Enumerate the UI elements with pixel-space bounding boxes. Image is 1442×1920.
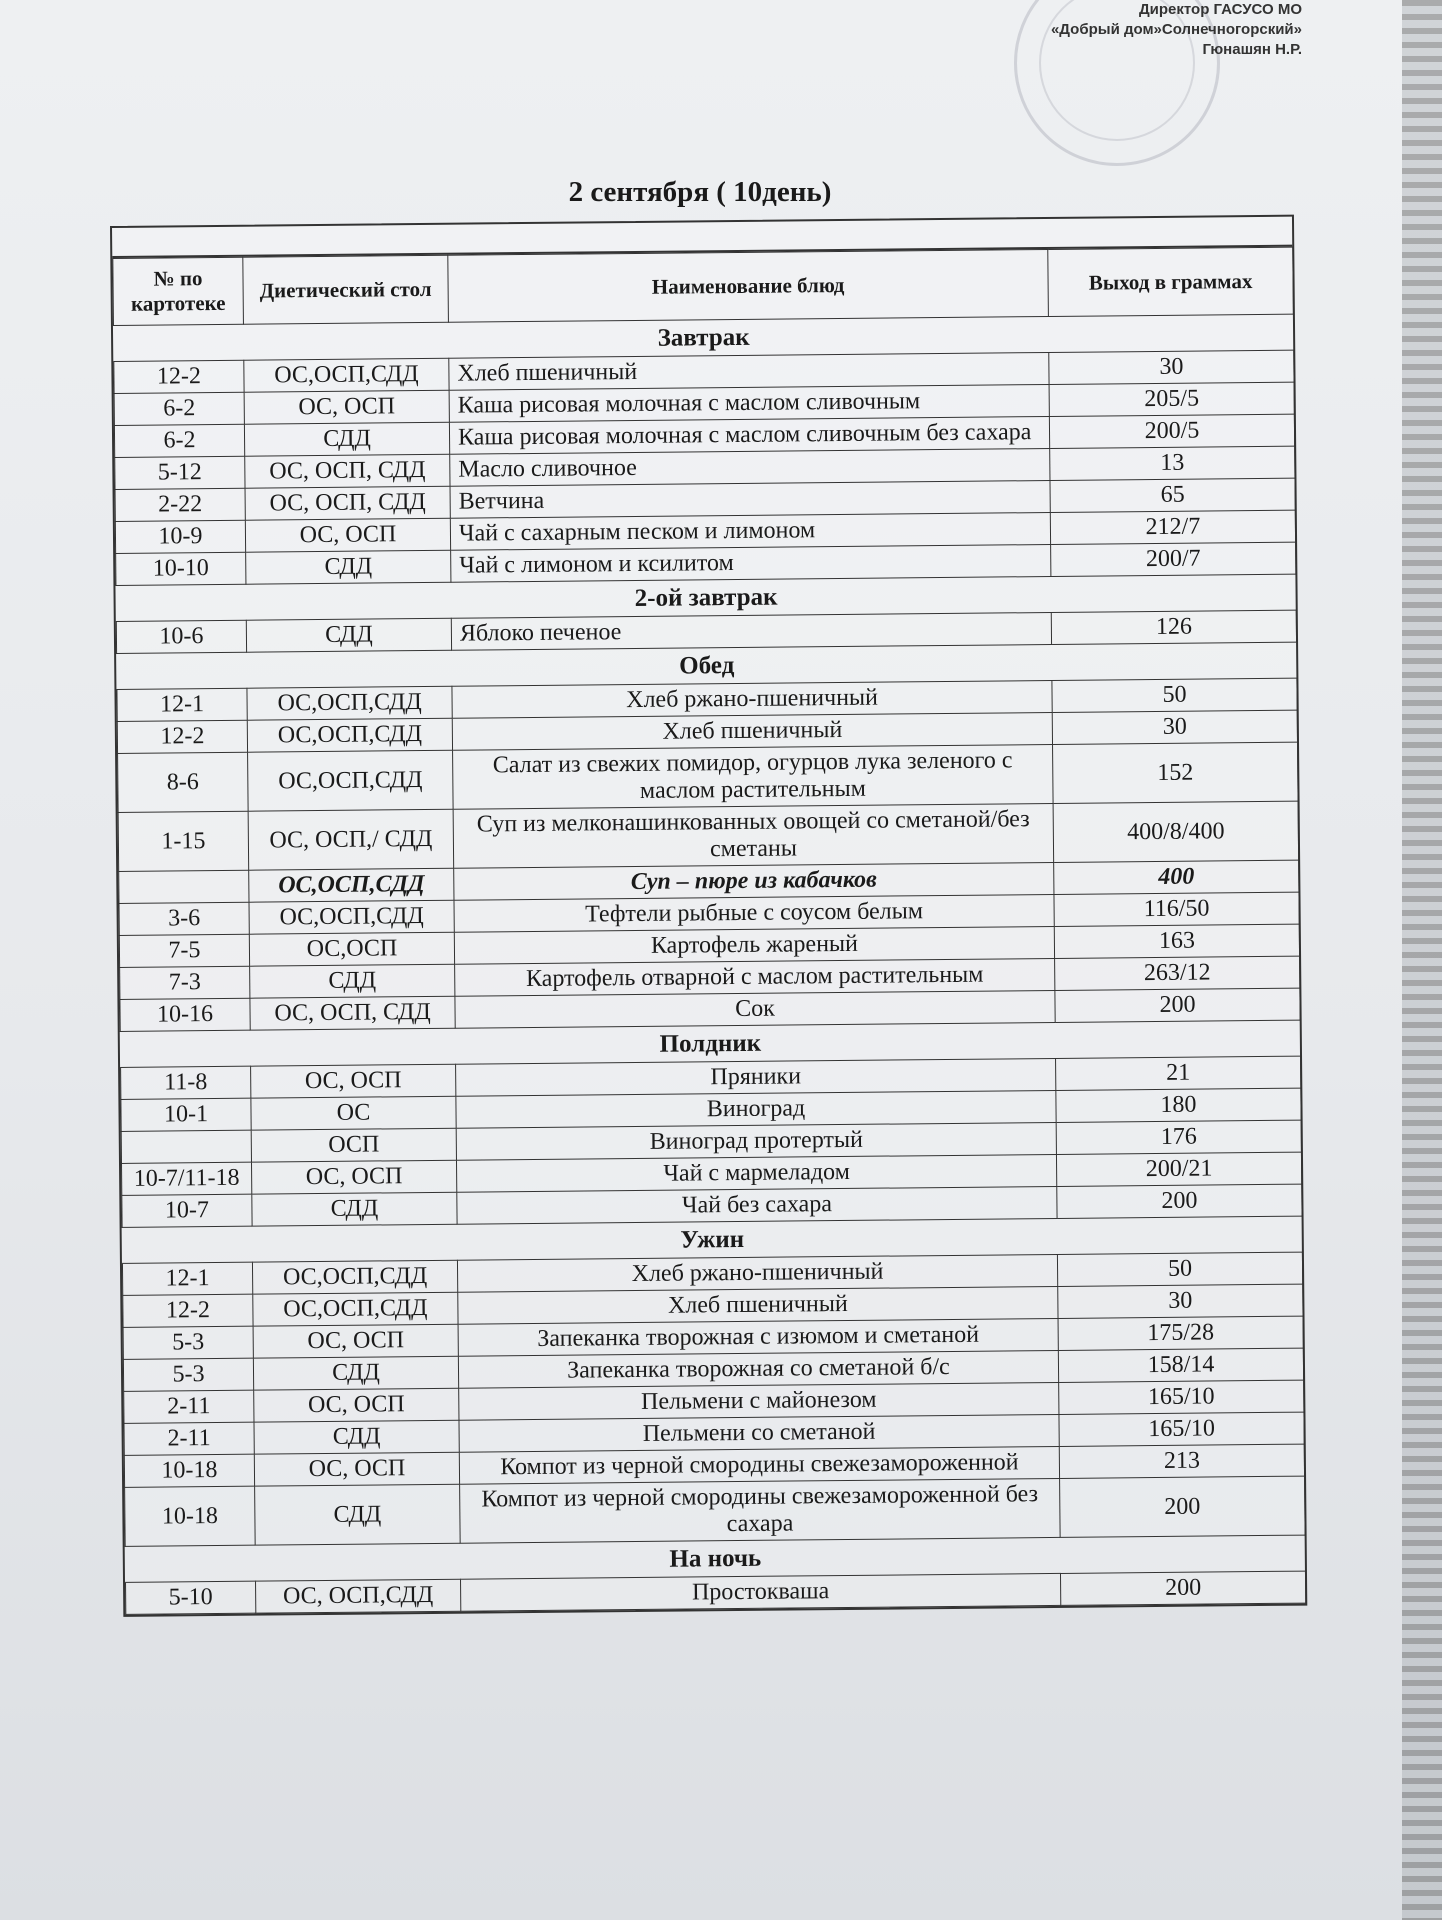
output-grams-cell: 158/14 — [1058, 1348, 1303, 1382]
output-grams-cell: 263/12 — [1055, 956, 1300, 990]
dish-name-cell: Картофель отварной с маслом растительным — [455, 958, 1055, 996]
dish-name-cell: Каша рисовая молочная с маслом сливочным без сахара — [449, 416, 1049, 454]
output-grams-cell: 30 — [1058, 1284, 1303, 1318]
diet-table-cell: ОС, ОСП,/ СДД — [248, 809, 454, 870]
page-title: 2 сентября ( 10день) — [568, 176, 832, 208]
output-grams-cell: 200 — [1055, 988, 1300, 1022]
dish-name-cell: Хлеб пшеничный — [458, 1286, 1058, 1324]
diet-table-cell: ОС, ОСП — [245, 518, 450, 552]
diet-table-cell: ОС, ОСП — [254, 1452, 459, 1486]
card-number-cell: 10-1 — [121, 1098, 251, 1131]
diet-table-cell: ОС, ОСП, СДД — [245, 486, 450, 520]
card-number-cell: 12-2 — [114, 360, 244, 393]
output-grams-cell: 21 — [1056, 1056, 1301, 1090]
card-number-cell: 7-5 — [119, 934, 249, 967]
card-number-cell: 5-12 — [115, 456, 245, 489]
card-number-cell: 10-16 — [120, 998, 250, 1031]
card-number-cell: 10-10 — [116, 552, 246, 585]
approval-header — [1051, 0, 1302, 60]
output-grams-cell: 152 — [1053, 742, 1299, 803]
dish-name-cell: Хлеб пшеничный — [452, 712, 1052, 750]
output-grams-cell: 200/7 — [1051, 542, 1296, 576]
card-number-cell: 6-2 — [114, 392, 244, 425]
dish-name-cell: Пряники — [456, 1058, 1056, 1096]
section-title: На ночь — [125, 1535, 1305, 1582]
output-grams-cell: 50 — [1057, 1252, 1302, 1286]
card-number-cell: 2-22 — [115, 488, 245, 521]
card-number-cell: 7-3 — [120, 966, 250, 999]
card-number-cell: 5-3 — [123, 1358, 253, 1391]
diet-table-cell: ОС, ОСП — [251, 1064, 456, 1098]
output-grams-cell: 116/50 — [1054, 892, 1299, 926]
dish-name-cell: Ветчина — [450, 480, 1050, 518]
dish-name-cell: Масло сливочное — [450, 448, 1050, 486]
output-grams-cell: 65 — [1050, 478, 1295, 512]
dish-name-cell: Каша рисовая молочная с маслом сливочным — [449, 384, 1049, 422]
section-title: Полдник — [120, 1020, 1300, 1067]
dish-name-cell: Хлеб ржано-пшеничный — [457, 1254, 1057, 1292]
diet-table-cell: ОС,ОСП,СДД — [248, 750, 454, 811]
dish-name-cell: Компот из черной смородины свежезамороженной без сахара — [460, 1478, 1061, 1543]
dish-name-cell: Простокваша — [461, 1573, 1061, 1611]
card-number-cell: 5-3 — [123, 1326, 253, 1359]
output-grams-cell: 163 — [1054, 924, 1299, 958]
col-header-number: № по картотеке — [113, 257, 244, 325]
menu-table-frame — [110, 215, 1307, 1617]
output-grams-cell: 175/28 — [1058, 1316, 1303, 1350]
output-grams-cell: 165/10 — [1059, 1380, 1304, 1414]
diet-table-cell: ОС, ОСП, СДД — [245, 454, 450, 488]
output-grams-cell: 176 — [1056, 1120, 1301, 1154]
diet-table-cell: ОС, ОСП,СДД — [256, 1579, 461, 1613]
diet-table-cell: СДД — [244, 422, 449, 456]
card-number-cell: 10-18 — [125, 1486, 256, 1546]
dish-name-cell: Чай с мармеладом — [456, 1154, 1056, 1192]
card-number-cell: 6-2 — [114, 424, 244, 457]
diet-table-cell: СДД — [250, 964, 455, 998]
card-number-cell: 12-1 — [122, 1262, 252, 1295]
diet-table-cell: ОС,ОСП,СДД — [247, 686, 452, 720]
diet-table-cell: СДД — [254, 1420, 459, 1454]
output-grams-cell: 30 — [1052, 710, 1297, 744]
diet-table-cell: ОС,ОСП,СДД — [249, 900, 454, 934]
col-header-output: Выход в граммах — [1048, 247, 1294, 316]
section-title: Ужин — [122, 1216, 1302, 1263]
dish-name-cell: Хлеб пшеничный — [449, 352, 1049, 390]
card-number-cell: 10-9 — [115, 520, 245, 553]
diet-table-cell: ОС,ОСП,СДД — [249, 868, 454, 902]
output-grams-cell: 30 — [1049, 350, 1294, 384]
output-grams-cell: 212/7 — [1050, 510, 1295, 544]
approval-line-3: Гюнашян Н.Р. — [1202, 41, 1302, 58]
output-grams-cell: 180 — [1056, 1088, 1301, 1122]
dish-name-cell: Чай с сахарным песком и лимоном — [450, 512, 1050, 550]
diet-table-cell: ОС,ОСП,СДД — [247, 718, 452, 752]
section-title: 2-ой завтрак — [116, 574, 1296, 621]
diet-table-cell: СДД — [252, 1192, 457, 1226]
col-header-diet: Диетический стол — [243, 255, 449, 324]
output-grams-cell: 126 — [1051, 610, 1296, 644]
menu-table — [112, 247, 1306, 1615]
card-number-cell: 5-10 — [126, 1581, 256, 1614]
output-grams-cell: 200/21 — [1056, 1152, 1301, 1186]
card-number-cell: 2-11 — [124, 1422, 254, 1455]
menu-table-body — [113, 314, 1305, 1614]
card-number-cell — [121, 1130, 251, 1163]
dish-name-cell: Хлеб ржано-пшеничный — [452, 680, 1052, 718]
diet-table-cell: ОС,ОСП,СДД — [252, 1260, 457, 1294]
approval-line-2: «Добрый дом»Солнечногорский» — [1050, 21, 1302, 38]
output-grams-cell: 200 — [1057, 1184, 1302, 1218]
card-number-cell: 10-6 — [116, 620, 246, 653]
diet-table-cell: ОС, ОСП — [254, 1388, 459, 1422]
dish-name-cell: Пельмени с майонезом — [459, 1382, 1059, 1420]
section-title: Обед — [117, 642, 1297, 689]
dish-name-cell: Запеканка творожная с изюмом и сметаной — [458, 1318, 1058, 1356]
card-number-cell: 12-1 — [117, 688, 247, 721]
card-number-cell: 12-2 — [117, 720, 247, 753]
card-number-cell: 10-18 — [124, 1454, 254, 1487]
diet-table-cell: СДД — [255, 1484, 461, 1545]
card-number-cell: 12-2 — [123, 1294, 253, 1327]
card-number-cell: 8-6 — [118, 752, 249, 812]
output-grams-cell: 165/10 — [1059, 1412, 1304, 1446]
dish-name-cell: Пельмени со сметаной — [459, 1414, 1059, 1452]
col-header-dish: Наименование блюд — [448, 249, 1049, 322]
diet-table-cell: ОС, ОСП — [251, 1160, 456, 1194]
card-number-cell: 10-7 — [122, 1194, 252, 1227]
diet-table-cell: СДД — [246, 550, 451, 584]
output-grams-cell: 200/5 — [1049, 414, 1294, 448]
dish-name-cell: Салат из свежих помидор, огурцов лука зеленого с маслом растительным — [453, 744, 1054, 809]
dish-name-cell: Компот из черной смородины свежезамороженной — [459, 1446, 1059, 1484]
dish-name-cell: Виноград — [456, 1090, 1056, 1128]
output-grams-cell: 213 — [1059, 1444, 1304, 1478]
output-grams-cell: 200 — [1060, 1571, 1305, 1605]
output-grams-cell: 400/8/400 — [1053, 801, 1299, 862]
diet-table-cell: ОС, ОСП, СДД — [250, 996, 455, 1030]
diet-table-cell: СДД — [246, 618, 451, 652]
diet-table-cell: ОС, ОСП — [253, 1324, 458, 1358]
card-number-cell: 1-15 — [118, 811, 249, 871]
diet-table-cell: ОС — [251, 1096, 456, 1130]
output-grams-cell: 400 — [1054, 860, 1299, 894]
dish-name-cell: Чай с лимоном и ксилитом — [451, 544, 1051, 582]
dish-name-cell: Картофель жареный — [454, 926, 1054, 964]
output-grams-cell: 50 — [1052, 678, 1297, 712]
card-number-cell: 2-11 — [124, 1390, 254, 1423]
dish-name-cell: Сок — [455, 990, 1055, 1028]
dish-name-cell: Запеканка творожная со сметаной б/с — [458, 1350, 1058, 1388]
diet-table-cell: ОС,ОСП,СДД — [244, 358, 449, 392]
dish-name-cell: Суп из мелконашинкованных овощей со сметаной/без сметаны — [453, 803, 1054, 868]
dish-name-cell: Тефтели рыбные с соусом белым — [454, 894, 1054, 932]
output-grams-cell: 200 — [1060, 1476, 1306, 1537]
dish-name-cell: Суп – пюре из кабачков — [454, 862, 1054, 900]
dish-name-cell: Яблоко печеное — [451, 612, 1051, 650]
diet-table-cell: ОСП — [251, 1128, 456, 1162]
diet-table-cell: СДД — [253, 1356, 458, 1390]
card-number-cell — [119, 870, 249, 903]
diet-table-cell: ОС, ОСП — [244, 390, 449, 424]
card-number-cell: 10-7/11-18 — [121, 1162, 251, 1195]
diet-table-cell: ОС,ОСП — [249, 932, 454, 966]
dish-name-cell: Чай без сахара — [457, 1186, 1057, 1224]
output-grams-cell: 205/5 — [1049, 382, 1294, 416]
approval-line-1: Директор ГАСУСО МО — [1138, 1, 1302, 18]
diet-table-cell: ОС,ОСП,СДД — [253, 1292, 458, 1326]
card-number-cell: 3-6 — [119, 902, 249, 935]
output-grams-cell: 13 — [1050, 446, 1295, 480]
scan-edge — [1402, 0, 1442, 1920]
dish-name-cell: Виноград протертый — [456, 1122, 1056, 1160]
table-header-row — [113, 247, 1294, 325]
section-title: Завтрак — [113, 314, 1293, 361]
card-number-cell: 11-8 — [121, 1066, 251, 1099]
